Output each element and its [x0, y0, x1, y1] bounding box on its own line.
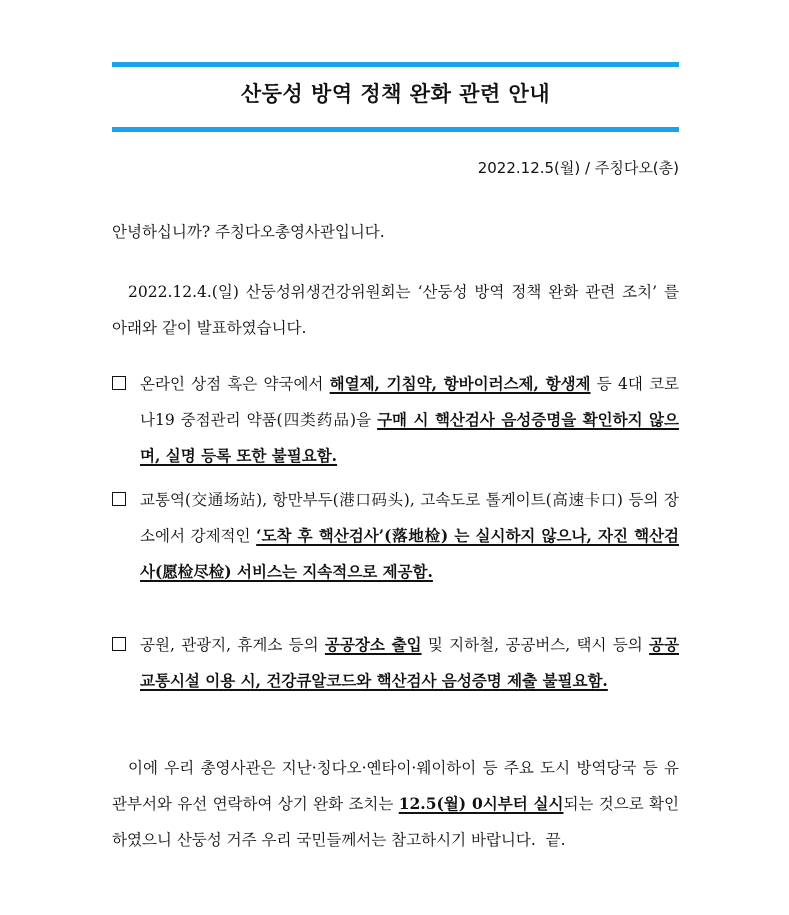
item-text: 교통역(交通场站), 항만부두(港口码头), 고속도로 톨게이트(高速卡口) 등의 장소에서 강제적인 [140, 491, 679, 545]
item-emphasis: 공공 교통시설 이용 시, 건강큐알코드와 핵산검사 음성증명 제출 불필요함. [140, 635, 679, 690]
intro-paragraph [112, 274, 679, 346]
closing-emphasis: 12.5(월) 0시부터 실시 [398, 794, 564, 813]
closing-end-mark: 끝. [545, 831, 566, 849]
checkbox-square-icon [112, 627, 140, 663]
item-emphasis: 공공장소 출입 [324, 635, 422, 654]
intro-text: 2022.12.4.(일) 산둥성위생건강위원회는 ‘산둥성 방역 정책 완화 관련 조치’ 를 아래와 같이 발표하였습니다. [112, 283, 679, 337]
checkbox-square-icon [112, 482, 140, 518]
item-text: 등 4대 코로나19 중점관리 약품(四类药品)을 [140, 375, 679, 429]
top-divider [112, 62, 679, 67]
list-item-text [140, 366, 679, 474]
closing-paragraph [112, 750, 679, 858]
list-item [112, 482, 679, 590]
item-emphasis: 해열제, 기침약, 항바이러스제, 항생제 [329, 374, 591, 393]
list-item [112, 366, 679, 474]
closing-text: 이에 우리 총영사관은 지난·칭다오·옌타이·웨이하이 등 주요 도시 방역당국 등 유관부서와 유선 연락하여 상기 완화 조치는 [112, 759, 679, 813]
page-title: 산둥성 방역 정책 완화 관련 안내 [240, 82, 551, 106]
list-item-text [140, 482, 679, 590]
list-item-text [140, 627, 679, 699]
date-line: 2022.12.5(월) / 주칭다오(총) [477, 159, 679, 177]
checkbox-square-icon [112, 366, 140, 402]
bottom-divider [112, 127, 679, 132]
item-text: 온라인 상점 혹은 약국에서 [140, 375, 330, 393]
closing-text: 되는 것으로 확인하였으니 산둥성 거주 우리 국민들께서는 참고하시기 바랍니다. [112, 795, 679, 849]
item-text: 및 지하철, 공공버스, 택시 등의 [421, 636, 650, 654]
item-emphasis: ‘도착 후 핵산검사’(落地检) 는 실시하지 않으나, 자진 핵산검사(愿检尽检) 서비스는 지속적으로 제공함. [140, 526, 680, 581]
list-item [112, 627, 679, 699]
item-text: 공원, 관광지, 휴게소 등의 [140, 636, 325, 654]
greeting: 안녕하십니까? 주칭다오총영사관입니다. [112, 223, 385, 241]
item-emphasis: 구매 시 핵산검사 음성증명을 확인하지 않으며, 실명 등록 또한 불필요함. [140, 410, 680, 465]
